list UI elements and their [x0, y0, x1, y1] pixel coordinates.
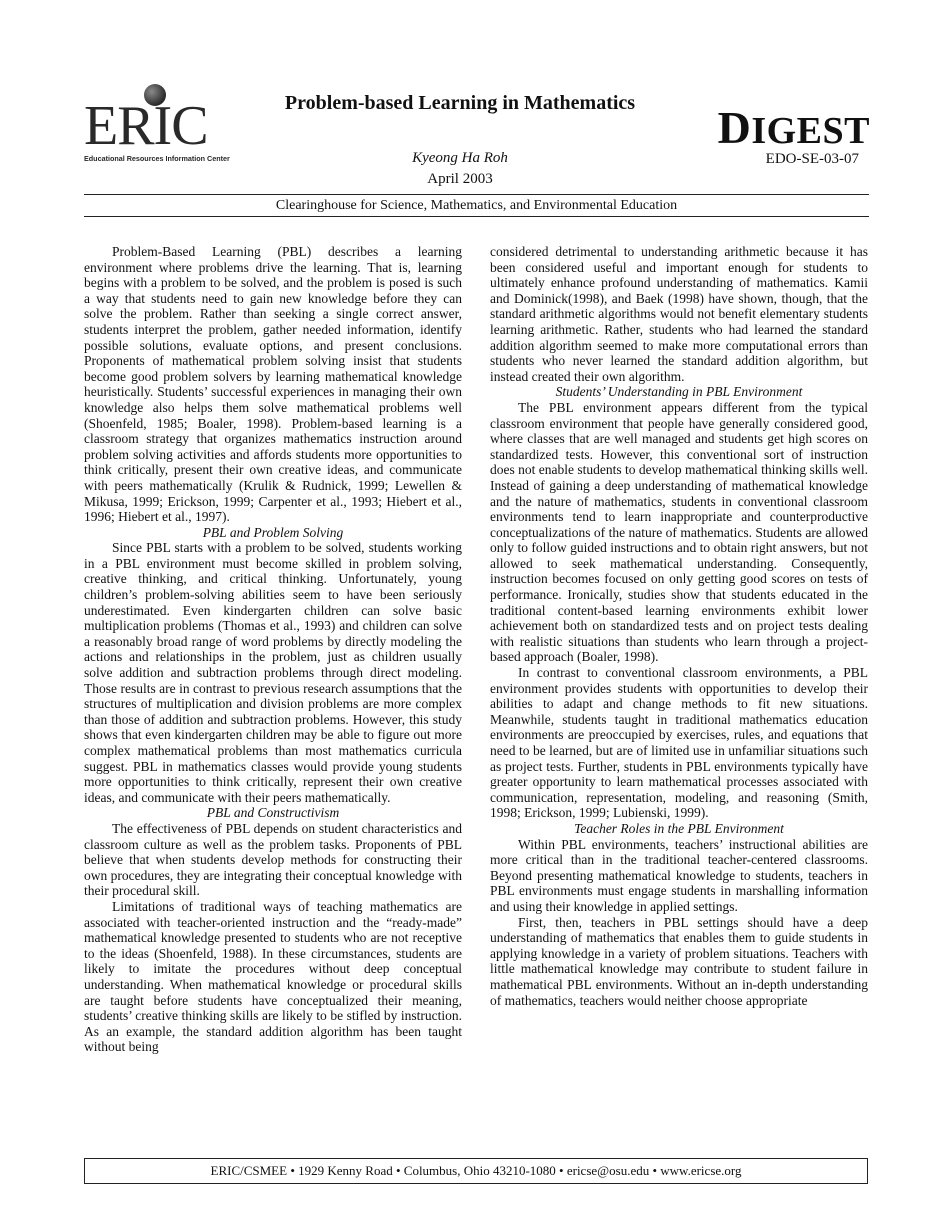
document-code: EDO-SE-03-07 — [765, 151, 859, 167]
paragraph: The PBL environment appears different from the typical classroom environment that people have generally considered good, where classes that are well managed and students get high scores on standardized tests. However, this conventional sort of instruction does not enable students to develop mathematical thinking skills well. Instead of gaining a deep understanding of mathematical knowledge and the nature of mathematics, students in conventional classroom environments tend to learn inappropriate and counterproductive conceptualizations of the nature of mathematics. Students are allowed only to follow guided instructions and to obtain right answers, but not allowed to seek mathematical understanding. Consequently, instruction becomes focused on only getting good scores on tests of performance. Ironically, studies show that students educated in the traditional content-based learning environments exhibit lower achievement both on standardized tests and on project tests dealing with realistic situations than students who learn through a project-based approach (Boaler, 1998). — [490, 399, 868, 665]
paragraph: In contrast to conventional classroom environments, a PBL environment provides students with opportunities to develop their abilities to adapt and change methods to fit new situations. Meanwhile, students taught in traditional mathematics education environments are preoccupied by exercises, rules, and equations that need to be learned, but are of limited use in unfamiliar situations such as project tests. Further, students in PBL environments typically have greater opportunity to learn mathematical processes associated with communication, representation, modeling, and reasoning (Smith, 1998; Erickson, 1999; Lubienski, 1999). — [490, 665, 868, 821]
paragraph: Problem-Based Learning (PBL) describes a learning environment where problems drive the learning. That is, learning begins with a problem to be solved, and the problem is posed is such a way that students need to gain new knowledge before they can solve the problem. Rather than seeking a single correct answer, students interpret the problem, gather needed information, identify possible solutions, evaluate options, and present conclusions. Proponents of mathematical problem solving insist that students become good problem solvers by learning mathematical knowledge heuristically. Students’ successful experiences in managing their own knowledge also helps them solve mathematical problems well (Shoenfeld, 1985; Boaler, 1998). Problem-based learning is a classroom strategy that organizes mathematics instruction around problem solving activities and affords students more opportunities to think critically, present their own creative ideas, and communicate with peers mathematically (Krulik & Rudnick, 1999; Lewellen & Mikusa, 1999; Erickson, 1999; Carpenter et al., 1993; Hiebert et al., 1996; Hiebert et al., 1997). — [84, 244, 462, 525]
eric-logo — [84, 84, 230, 172]
paragraph: considered detrimental to understanding arithmetic because it has been considered useful and important enough for students to ultimately enhance profound understanding of mathematics. Kamii and Dominick(1998), and Baek (1998) have shown, though, that the standard arithmetic algorithms would not benefit elementary students learning arithmetic. Rather, students who had learned the standard addition algorithm seemed to make more computational errors than students who never learned the standard addition algorithm, but instead created their own algorithm. — [490, 244, 868, 384]
digest-label: DIGEST — [717, 102, 870, 153]
header-rule-bottom — [84, 216, 869, 217]
paragraph: The effectiveness of PBL depends on student characteristics and classroom culture as well as the problem tasks. Proponents of PBL believe that when students develop methods for constructing their own procedures, they are integrating their conceptual knowledge with their procedural skill. — [84, 820, 462, 899]
publication-date: April 2003 — [427, 171, 493, 187]
paragraph: First, then, teachers in PBL settings should have a deep understanding of mathematics that enables them to guide students in applying knowledge in a variety of problem situations. Teachers with little mathematical knowledge may contribute to student failure in mathematical PBL environments. Without an in-depth understanding of mathematics, teachers would neither choose appropriate — [490, 914, 868, 1008]
page-title: Problem-based Learning in Mathematics — [284, 92, 636, 114]
right-column — [490, 244, 868, 1008]
author: Kyeong Ha Roh — [412, 150, 508, 166]
header-rule-top — [84, 194, 869, 195]
section-heading: Teacher Roles in the PBL Environment — [574, 820, 784, 836]
logo-word: ERIC — [84, 95, 208, 157]
footer-contact: ERIC/CSMEE • 1929 Kenny Road • Columbus, Ohio 43210-1080 • ericse@osu.edu • www.ericse.org — [84, 1158, 868, 1184]
left-column — [84, 244, 462, 1055]
clearinghouse: Clearinghouse for Science, Mathematics, and Environmental Education — [275, 198, 678, 213]
paragraph: Limitations of traditional ways of teaching mathematics are associated with teacher-oriented instruction and the “ready-made” mathematical knowledge presented to students who are not receptive to the ideas (Shoenfeld, 1988). In these circumstances, students are likely to imitate the procedures without deep conceptual understanding. When mathematical knowledge or procedural skills are taught before students have conceptualized their meaning, students’ creative thinking skills are likely to be stifled by instruction. As an example, the standard addition algorithm has been taught without being — [84, 898, 462, 1055]
section-heading: Students’ Understanding in PBL Environment — [555, 384, 803, 400]
paragraph: Since PBL starts with a problem to be solved, students working in a PBL environment must become skilled in problem solving, creative thinking, and critical thinking. Unfortunately, young children’s problem-solving abilities seem to have been seriously underestimated. Even kindergarten children can solve basic multiplication problems (Thomas et al., 1993) and children can solve a reasonably broad range of word problems by directly modeling the actions and relationships in the problem, just as children usually solve addition and subtraction problems through direct modeling. Those results are in contrast to previous research assumptions that the structures of multiplication and division problems are more complex than those of addition and subtraction problems. However, this study shows that even kindergarten children may be able to figure out more complex mathematical problems than most mathematics curricula suggest. PBL in mathematics classes would provide young students more opportunities to think critically, represent their own creative ideas, and communicate with their peers mathematically. — [84, 540, 462, 805]
logo-subtitle: Educational Resources Information Center — [84, 154, 230, 163]
section-heading: PBL and Constructivism — [206, 805, 340, 821]
section-heading: PBL and Problem Solving — [202, 524, 344, 540]
paragraph: Within PBL environments, teachers’ instructional abilities are more critical than in the traditional teacher-centered classrooms. Beyond presenting mathematical knowledge to students, teachers in PBL environments must engage students in marshalling information and using their knowledge in applied settings. — [490, 836, 868, 914]
